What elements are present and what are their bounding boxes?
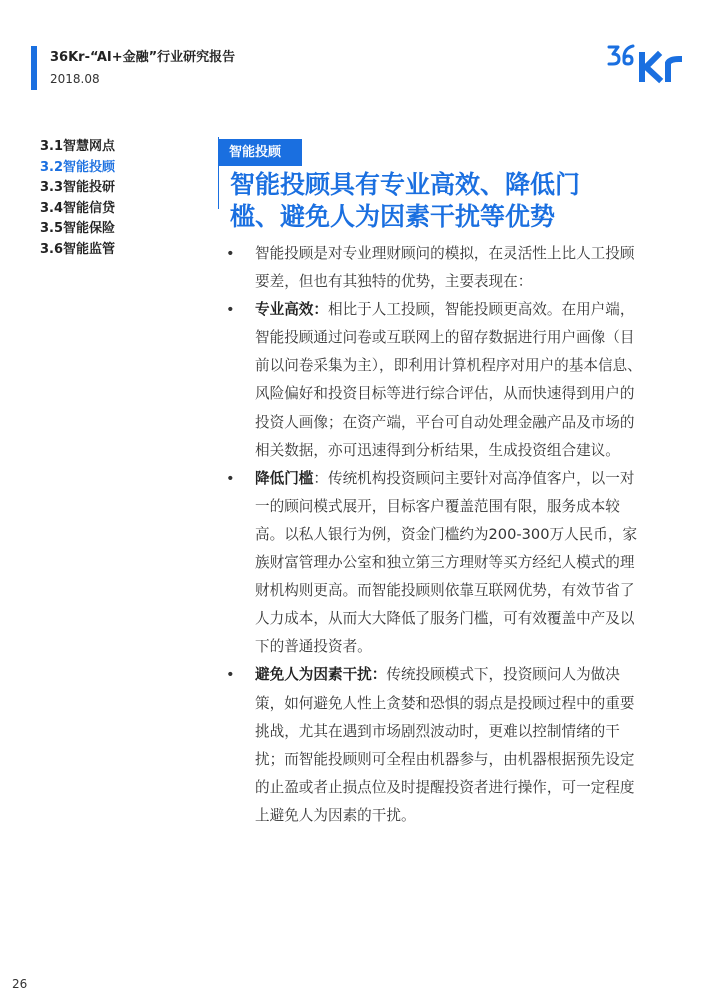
bullet-text: 智能投顾是对专业理财顾问的模拟，在灵活性上比人工投顾要差，但也有其独特的优势，主要表现在： <box>255 245 635 291</box>
list-item <box>226 240 646 296</box>
toc-item-robo-advisor[interactable]: 3.2智能投顾 <box>40 159 116 175</box>
list-item <box>226 296 646 465</box>
toc-item-smart-branch[interactable]: 3.1智慧网点 <box>40 139 116 154</box>
bullet-text: 相比于人工投顾，智能投顾更高效。在用户端，智能投顾通过问卷或互联网上的留存数据进行用户画像（目前以问卷采集为主），即利用计算机程序对用户的基本信息、风险偏好和投资目标等进行综合评估，从而快速得到用户的投资人画像；在资产端，平台可自动处理金融产品及市场的相关数据，亦可迅速得到分析结果，生成投资组合建议。 <box>255 301 642 459</box>
page-number: 26 <box>12 977 28 991</box>
report-title: 36Kr-“AI+金融”行业研究报告 <box>50 50 236 65</box>
list-item <box>226 465 646 662</box>
report-date: 2018.08 <box>50 72 100 86</box>
toc-item-smart-regulation[interactable]: 3.6智能监管 <box>40 241 116 257</box>
bullet-marker: • <box>226 301 235 319</box>
bullet-keyword: 避免人为因素干扰： <box>255 666 387 684</box>
bullet-marker: • <box>226 666 235 684</box>
bullet-marker: • <box>226 245 235 262</box>
section-tag: 智能投顾 <box>219 139 302 166</box>
header-accent-bar <box>31 46 37 90</box>
bullet-keyword: 降低门槛 <box>255 469 314 487</box>
table-of-contents <box>40 137 115 261</box>
headline-line-1: 智能投顾具有专业高效、降低门 <box>230 170 581 199</box>
toc-item-smart-credit[interactable]: 3.4智能信贷 <box>40 200 116 216</box>
bullet-list <box>226 240 646 830</box>
toc-item-smart-insurance[interactable]: 3.5智能保险 <box>40 221 116 237</box>
bullet-text: ：传统机构投资顾问主要针对高净值客户，以一对一的顾问模式展开，目标客户覆盖范围有限，服务成本较高。以私人银行为例，资金门槛约为200-300万人民币，家族财富管理办公室和独立第三方理财等买方经纪人模式的理财机构则更高。而智能投顾则依靠互联网优势，有效节省了人力成本，从而大大降低了服务门槛，可有效覆盖中产及以下的普通投资者。 <box>255 469 638 656</box>
section-headline <box>230 169 670 233</box>
bullet-keyword: 专业高效： <box>255 301 328 319</box>
bullet-marker: • <box>226 469 235 487</box>
toc-item-smart-research[interactable]: 3.3智能投研 <box>40 180 116 196</box>
36kr-logo <box>606 42 684 84</box>
headline-line-2: 槛、避免人为因素干扰等优势 <box>230 202 556 231</box>
list-item <box>226 661 646 830</box>
bullet-text: 传统投顾模式下，投资顾问人为做决策，如何避免人性上贪婪和恐惧的弱点是投顾过程中的重要挑战，尤其在遇到市场剧烈波动时，更难以控制情绪的干扰；而智能投顾则可全程由机器参与，由机器根据预先设定的止盈或者止损点位及时提醒投资者进行操作，可一定程度上避免人为因素的干扰。 <box>255 666 635 824</box>
